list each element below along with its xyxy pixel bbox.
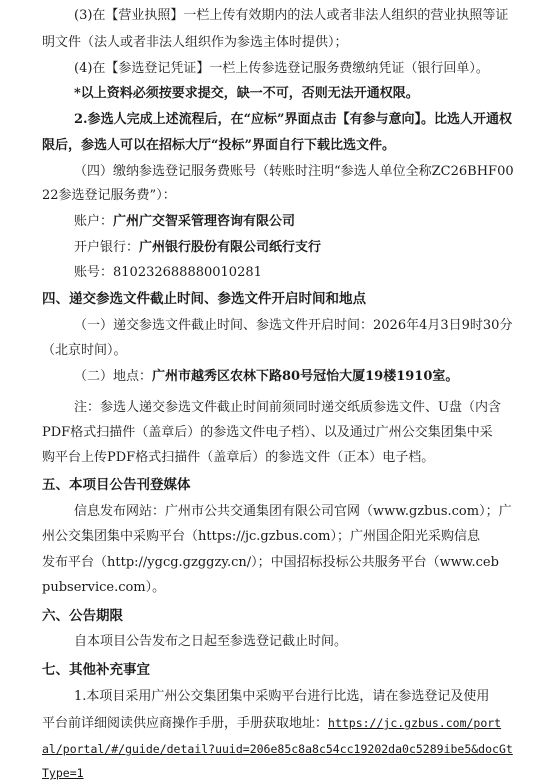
bank-row xyxy=(0,238,550,258)
item-3-continuation: 明文件（法人或者非法人组织作为参选主体时提供）； xyxy=(42,35,348,50)
account-name-value: 广州广交智采管理咨询有限公司 xyxy=(113,214,296,229)
location-row xyxy=(0,367,550,387)
manual-address-text: 平台前详细阅读供应商操作手册，手册获取地址： xyxy=(42,716,329,731)
account-number-value: 810232688880010281 xyxy=(113,265,262,280)
note-continuation-2: 购平台上传PDF格式扫描件（盖章后）的参选文件（正本）电子档。 xyxy=(42,450,435,465)
bank-label: 开户银行： xyxy=(74,240,140,255)
media-continuation-3: pubservice.com）。 xyxy=(42,580,166,595)
location-label: （二）地点： xyxy=(74,369,153,384)
period-paragraph: 自本项目公告发布之日起至参选登记截止时间。 xyxy=(74,634,348,649)
section-5-heading: 五、本项目公告刊登媒体 xyxy=(42,477,191,493)
manual-link-part-2[interactable]: al/portal/#/guide/detail?uuid=206e85c8a8c54cc19202da0c5289ibe5&docGt xyxy=(42,742,513,756)
media-paragraph: 信息发布网站：广州市公共交通集团有限公司官网（www.gzbus.com）；广 xyxy=(74,504,512,519)
fee-account-heading-continuation: 22参选登记服务费”）： xyxy=(42,188,176,203)
manual-link-part-1[interactable]: https://jc.gzbus.com/port xyxy=(328,716,502,730)
account-number-row xyxy=(0,263,550,283)
mandatory-note: *以上资料必须按要求提交，缺一不可，否则无法开通权限。 xyxy=(74,86,419,101)
media-continuation-2: 发布平台（http://ygcg.gzggzy.cn/）；中国招标投标公共服务平台（www.ceb xyxy=(42,555,499,570)
supplement-item-1: 1.本项目采用广州公交集团集中采购平台进行比选，请在参选登记及使用 xyxy=(74,689,490,704)
fee-account-heading: （四）缴纳参选登记服务费账号（转账时注明“参选人单位全称ZC26BHF00 xyxy=(74,164,514,179)
section-4-heading: 四、递交参选文件截止时间、参选文件开启时间和地点 xyxy=(42,291,366,307)
manual-link-part-3[interactable]: Type=1 xyxy=(42,766,84,780)
deadline-paragraph: （一）递交参选文件截止时间、参选文件开启时间：2026年4月3日9时30分 xyxy=(74,318,513,333)
step-2-paragraph: 2.参选人完成上述流程后，在“应标”界面点击【有参与意向】。比选人开通权 xyxy=(74,112,513,127)
manual-address-row xyxy=(0,713,550,734)
media-continuation-1: 州公交集团集中采购平台（https://jc.gzbus.com）；广州国企阳光采购信息 xyxy=(42,529,481,544)
location-value: 广州市越秀区农林下路80号冠怡大厦19楼1910室。 xyxy=(152,369,459,384)
account-number-label: 账号： xyxy=(74,265,114,280)
deadline-continuation: （北京时间）。 xyxy=(42,343,127,358)
account-name-row xyxy=(0,212,550,232)
section-7-heading: 七、其他补充事宜 xyxy=(42,662,150,678)
section-6-heading: 六、公告期限 xyxy=(42,608,123,624)
item-3-business-license: (3)在【营业执照】一栏上传有效期内的法人或者非法人组织的营业执照等证 xyxy=(74,8,509,23)
step-2-continuation: 限后，参选人可以在招标大厅“投标”界面自行下载比选文件。 xyxy=(42,138,395,153)
note-continuation-1: PDF格式扫描件（盖章后）的参选文件电子档）、以及通过广州公交集团集中采 xyxy=(42,425,493,440)
bank-value: 广州银行股份有限公司纸行支行 xyxy=(139,240,322,255)
account-name-label: 账户： xyxy=(74,214,114,229)
item-4-registration-voucher: (4)在【参选登记凭证】一栏上传参选登记服务费缴纳凭证（银行回单）。 xyxy=(74,61,489,76)
note-paragraph: 注：参选人递交参选文件截止时间前须同时递交纸质参选文件、U盘（内含 xyxy=(74,400,501,415)
